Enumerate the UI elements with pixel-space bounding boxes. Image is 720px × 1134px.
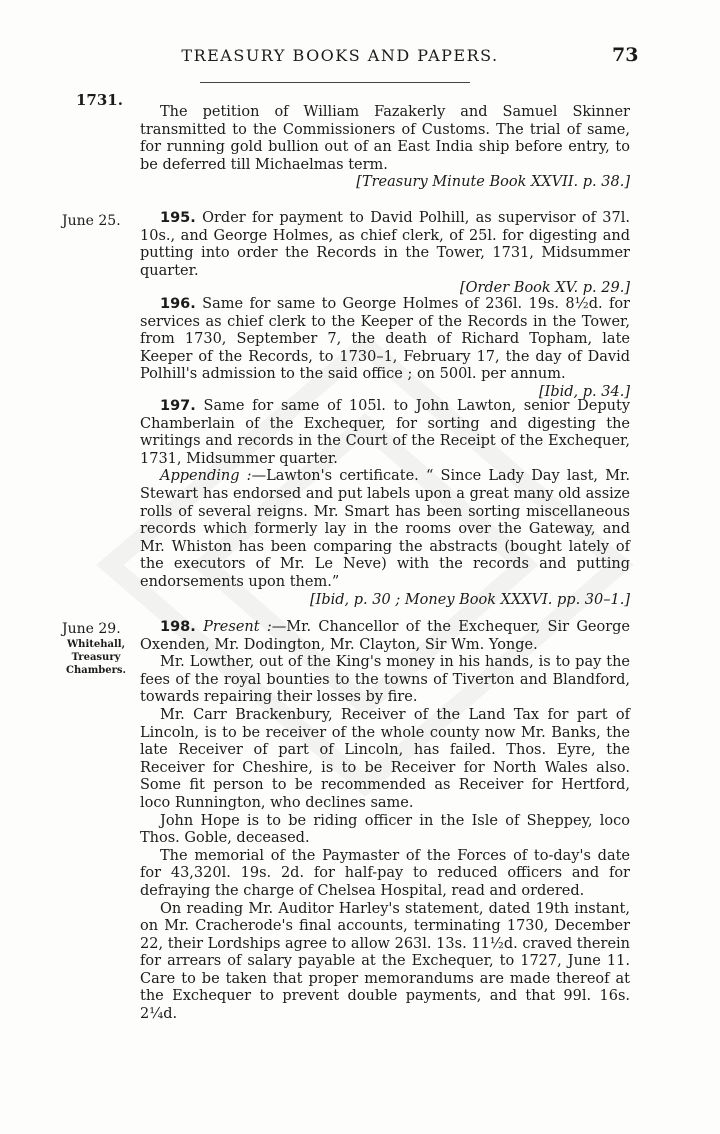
entry-text: Order for payment to David Polhill, as supervisor of 37l. 10s., and George Holmes, as chief clerk, of 25l. for digesting and putting into order the Records in the Tower, 1731, Midsummer quarter. bbox=[140, 210, 630, 279]
entry-number: 195. bbox=[160, 210, 196, 226]
present-label: Present : bbox=[203, 619, 272, 635]
entry-citation: [Order Book XV. p. 29.] bbox=[459, 280, 630, 297]
entry-text: The petition of William Fazakerly and Samuel Skinner transmitted to the Commissioners of Customs. The trial of same, for running gold bullion out of an East India ship before entry, to be deferred till Michaelmas term. bbox=[140, 104, 630, 173]
entry-citation: [Ibid, p. 34.] bbox=[538, 383, 630, 400]
margin-place-line: Treasury bbox=[71, 652, 121, 663]
entry-text: Same for same of 105l. to John Lawton, senior Deputy Chamberlain of the Exchequer, for sorting and digesting the writings and records in the Court of the Receipt of the Exchequer, 1731, Midsummer quarter. bbox=[140, 398, 631, 467]
appending-text: —Lawton's certificate. “ Since Lady Day last, Mr. Stewart has endorsed and put labels upon a great many old assize rolls of several reigns. Mr. Smart has been sorting miscellaneous records which formerly lay in the rooms over the Gateway, and Mr. Whiston has been comparing the abstracts (bought lately of the executors of Mr. Le Neve) with the records and putting endorsements upon them.” bbox=[140, 468, 630, 590]
page-number: 73 bbox=[612, 44, 639, 66]
minute-paragraph: John Hope is to be riding officer in the Isle of Sheppey, loco Thos. Goble, deceased. bbox=[140, 812, 630, 847]
entry-195 bbox=[140, 210, 630, 298]
margin-place-line: Whitehall, bbox=[66, 639, 126, 650]
minute-paragraph: Mr. Lowther, out of the King's money in his hands, is to pay the fees of the royal bounties to the towns of Tiverton and Blandford, towards repairing their losses by fire. bbox=[140, 654, 630, 706]
entry-citation: [Treasury Minute Book XXVII. p. 38.] bbox=[356, 174, 630, 191]
entry-text: Same for same to George Holmes of 236l. 19s. 8½d. for services as chief clerk to the Keeper of the Records in the Tower, from 1730, September 7, the death of Richard Topham, late Keeper of the Records, to 1730–1, February 17, the day of David Polhill's admission to the said office ; on 500l. per annum. bbox=[140, 296, 630, 383]
entry-198 bbox=[140, 619, 630, 1024]
present-text: —Mr. Chancellor of the Exchequer, Sir George Oxenden, Mr. Dodington, Mr. Clayton, Sir Wm. Yonge. bbox=[140, 619, 631, 653]
margin-place-line: Chambers. bbox=[65, 665, 127, 676]
entry-number: 198. bbox=[160, 619, 196, 635]
running-head: TREASURY BOOKS AND PAPERS. bbox=[181, 46, 499, 65]
margin-place-198 bbox=[62, 638, 130, 677]
minute-paragraph: The memorial of the Paymaster of the Forces of to-day's date for 43,320l. 19s. 2d. for half-pay to reduced officers and for defraying the charge of Chelsea Hospital, read and ordered. bbox=[140, 847, 630, 899]
entry-intro bbox=[140, 104, 630, 192]
appending-label: Appending : bbox=[160, 468, 252, 485]
entry-number: 197. bbox=[160, 398, 196, 414]
margin-year: 1731. bbox=[76, 91, 123, 109]
minute-paragraph: Mr. Carr Brackenbury, Receiver of the Land Tax for part of Lincoln, is to be receiver of the whole county now Mr. Banks, the late Receiver of part of Lincoln, has failed. Thos. Eyre, the Receiver for Cheshire, is to be Receiver for North Wales also. Some fit person to be recommended as Receiver for Hertford, loco Runnington, who declines same. bbox=[140, 706, 630, 811]
header-rule bbox=[200, 82, 470, 83]
entry-196 bbox=[140, 296, 630, 402]
entry-citation: [Ibid, p. 30 ; Money Book XXXVI. pp. 30–1.] bbox=[309, 591, 630, 608]
entry-197 bbox=[140, 398, 630, 609]
minute-paragraph: On reading Mr. Auditor Harley's statement, dated 19th instant, on Mr. Cracherode's final accounts, terminating 1730, December 22, their Lordships agree to allow 263l. 13s. 11½d. craved therein for arrears of salary payable at the Exchequer, to 1727, June 11. Care to be taken that proper memorandums are made thereof at the Exchequer to prevent double payments, and that 99l. 16s. 2¼d. bbox=[140, 900, 630, 1023]
entry-number: 196. bbox=[160, 296, 196, 312]
margin-date-198: June 29. bbox=[62, 621, 121, 637]
margin-date-195: June 25. bbox=[62, 213, 121, 229]
